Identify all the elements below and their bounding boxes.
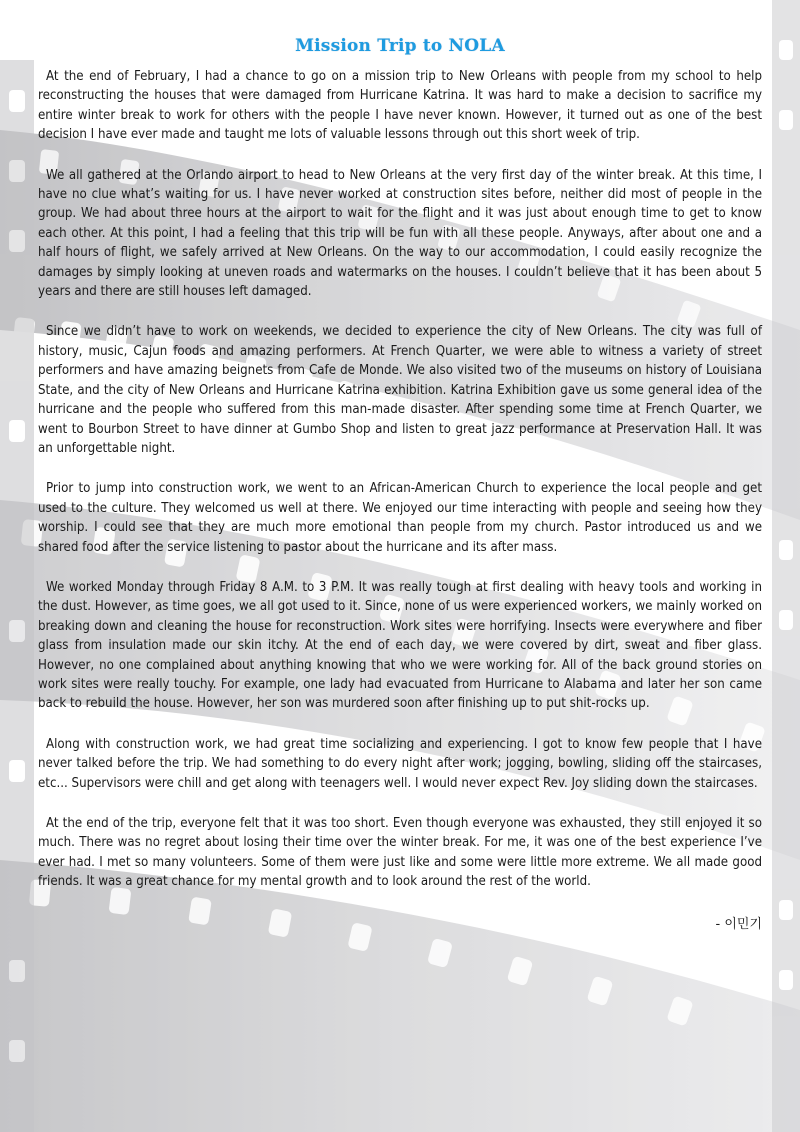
author-signature: - 이민기 [715, 916, 762, 932]
article [38, 36, 762, 932]
paragraph-4: Prior to jump into construction work, we went to an African-American Church to experience the local people and get used to the culture. They welcomed us well at there. We enjoyed our time interacting with people and seeing how they worship. I could see that they are much more emotional than people from my church. Pastor introduced us and we shared food after the service listening to pastor about the hurricane and its after mass. [38, 481, 762, 555]
paragraph-5: We worked Monday through Friday 8 A.M. to 3 P.M. It was really tough at first dealing with heavy tools and working in the dust. However, as time goes, we all got used to it. Since, none of us were experienced workers, we mainly worked on breaking down and cleaning the house for reconstruction. Work sites were horrifying. Insects were everywhere and fiber glass from insulation made our skin itchy. At the end of each day, we were covered by dirt, sweat and fiber glass. However, no one complained about anything knowing that who we were working for. All of the back ground stories on work sites were really touchy. For example, one lady had evacuated from Hurricane to Alabama and later her son came back to rebuild the house. However, her son was murdered soon after finishing up to put shit-rocks up. [38, 579, 762, 712]
paragraph-7: At the end of the trip, everyone felt that it was too short. Even though everyone was exhausted, they still enjoyed it so much. There was no regret about losing their time over the winter break. For me, it was one of the best experience I’ve ever had. I met so many volunteers. Some of them were just like and some were little more extreme. We all made good friends. It was a great chance for my mental growth and to look around the rest of the world. [38, 816, 762, 890]
paragraph-1: At the end of February, I had a chance to go on a mission trip to New Orleans with people from my school to help reconstructing the houses that were damaged from Hurricane Katrina. It was hard to make a decision to sacrifice my entire winter break to work for others with the people I have never known. However, it turned out as one of the best decision I have ever made and taught me lots of valuable lessons through out this short week of trip. [38, 69, 762, 143]
paragraph-3: Since we didn’t have to work on weekends, we decided to experience the city of New Orleans. The city was full of history, music, Cajun foods and amazing performers. At French Quarter, we were able to witness a variety of street performers and have amazing beignets from Cafe de Monde. We also visited two of the museums on history of Louisiana State, and the city of New Orleans and Hurricane Katrina exhibition. Katrina Exhibition gave us some general idea of the hurricane and the people who suffered from this man-made disaster. After spending some time at French Quarter, we went to Bourbon Street to have dinner at Gumbo Shop and listen to great jazz performance at Preservation Hall. It was an unforgettable night. [38, 324, 762, 456]
article-title: Mission Trip to NOLA [295, 36, 505, 56]
paragraph-2: We all gathered at the Orlando airport to head to New Orleans at the very first day of the winter break. At this time, I have no clue what’s waiting for us. I have never worked at construction sites before, neither did most of people in the group. We had about three hours at the airport to wait for the flight and it was just about enough time to get to know each other. At this point, I had a feeling that this trip will be fun with all these people. Anyways, after about one and a half hours of flight, we safely arrived at New Orleans. On the way to our accommodation, I could easily recognize the damages by simply looking at uneven roads and watermarks on the houses. I couldn’t believe that it has been about 5 years and there are still houses left damaged. [38, 167, 762, 300]
film-strip-left [0, 60, 34, 1132]
paragraph-6: Along with construction work, we had great time socializing and experiencing. I got to know few people that I have never talked before the trip. We had something to do every night after work; jogging, bowling, sliding off the staircases, etc... Supervisors were chill and get along with teenagers well. I would never expect Rev. Joy sliding down the staircases. [38, 736, 762, 791]
film-strip-right [772, 0, 800, 1132]
